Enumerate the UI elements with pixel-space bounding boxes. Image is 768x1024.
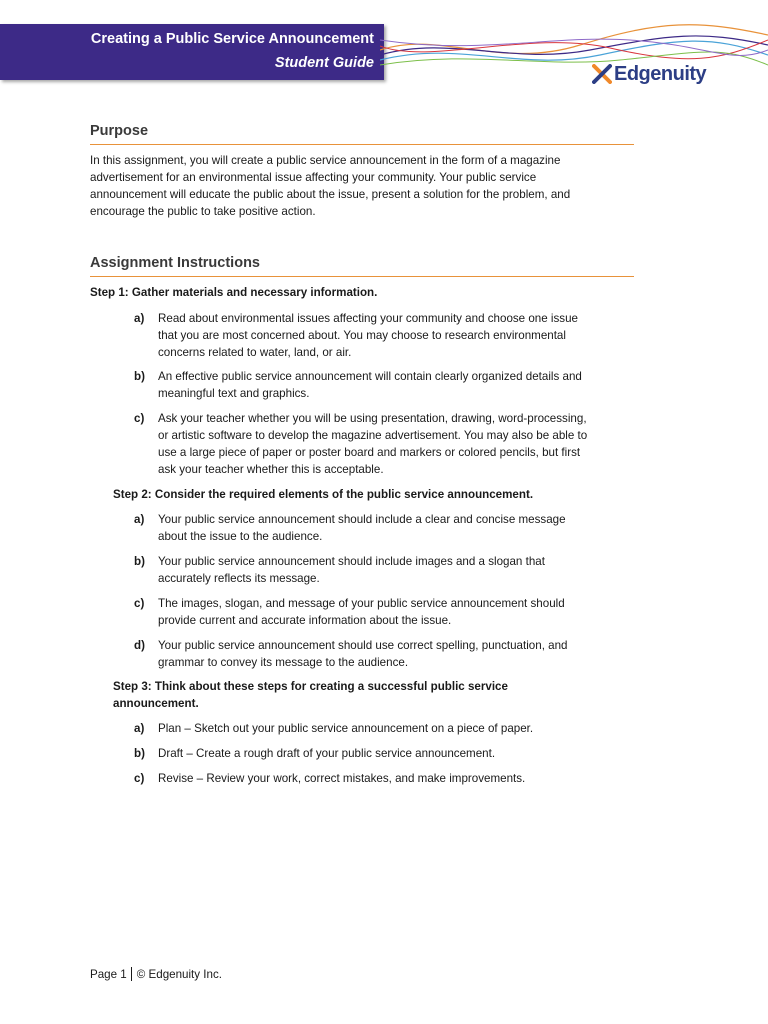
- purpose-heading: Purpose: [90, 123, 634, 145]
- item-label: a): [134, 513, 145, 526]
- step-2-title: Step 2: Consider the required elements of the public service announcement.: [113, 488, 534, 501]
- purpose-line: advertisement for an environmental issue affecting your community. Your public service: [90, 171, 537, 184]
- purpose-line: announcement will educate the public about the issue, present a solution for the problem, and: [90, 188, 571, 201]
- header-banner: [0, 24, 384, 80]
- step-3-title-line: announcement.: [113, 697, 199, 710]
- item-label: c): [134, 597, 145, 610]
- instructions-heading: Assignment Instructions: [90, 255, 634, 277]
- item-line: Plan – Sketch out your public service announcement on a piece of paper.: [158, 722, 534, 735]
- purpose-paragraph: [90, 152, 630, 220]
- item-line: about the issue to the audience.: [158, 530, 323, 543]
- item-label: a): [134, 312, 145, 325]
- document-subtitle: Student Guide: [274, 55, 374, 71]
- item-line: Revise – Review your work, correct mistakes, and make improvements.: [158, 772, 526, 785]
- decorative-swoosh-lines: [380, 10, 768, 80]
- item-line: accurately reflects its message.: [158, 572, 320, 585]
- item-line: Ask your teacher whether you will be using presentation, drawing, word-processing,: [158, 412, 587, 425]
- page-number: Page 1: [90, 968, 127, 981]
- item-line: Your public service announcement should include a clear and concise message: [158, 513, 566, 526]
- step-3-title-line: Step 3: Think about these steps for creating a successful public service: [113, 680, 508, 693]
- item-label: a): [134, 722, 145, 735]
- step-1-title: Step 1: Gather materials and necessary information.: [90, 286, 378, 299]
- footer-divider: [131, 967, 132, 981]
- item-label: c): [134, 412, 145, 425]
- purpose-line: In this assignment, you will create a public service announcement in the form of a magazine: [90, 154, 561, 167]
- item-line: or artistic software to develop the magazine advertisement. You may also be able to: [158, 429, 588, 442]
- item-line: Draft – Create a rough draft of your public service announcement.: [158, 747, 496, 760]
- copyright: © Edgenuity Inc.: [136, 968, 222, 981]
- item-line: An effective public service announcement will contain clearly organized details and: [158, 370, 582, 383]
- item-label: c): [134, 772, 145, 785]
- item-line: that you are most concerned about. You may choose to research environmental: [158, 329, 566, 342]
- item-line: provide current and accurate information about the issue.: [158, 614, 452, 627]
- item-line: concerns related to water, land, or air.: [158, 346, 352, 359]
- item-line: Your public service announcement should include images and a slogan that: [158, 555, 545, 568]
- item-line: grammar to convey its message to the audience.: [158, 656, 409, 669]
- item-line: use a large piece of paper or poster board and markers or colored pencils, but first: [158, 446, 581, 459]
- item-line: Your public service announcement should use correct spelling, punctuation, and: [158, 639, 568, 652]
- logo-text: Edgenuity: [614, 62, 707, 85]
- purpose-line: encourage the public to take positive action.: [90, 205, 316, 218]
- item-label: b): [134, 747, 145, 760]
- item-label: b): [134, 370, 145, 383]
- item-line: meaningful text and graphics.: [158, 387, 310, 400]
- edgenuity-x-icon: [592, 64, 612, 84]
- item-label: d): [134, 639, 145, 652]
- page-footer: [90, 967, 222, 981]
- item-label: b): [134, 555, 145, 568]
- item-line: ask your teacher whether this is acceptable.: [158, 463, 384, 476]
- item-line: Read about environmental issues affecting your community and choose one issue: [158, 312, 578, 325]
- item-line: The images, slogan, and message of your public service announcement should: [158, 597, 565, 610]
- step-3-title: [113, 678, 633, 712]
- edgenuity-logo: [592, 60, 706, 88]
- document-title: Creating a Public Service Announcement: [90, 31, 374, 47]
